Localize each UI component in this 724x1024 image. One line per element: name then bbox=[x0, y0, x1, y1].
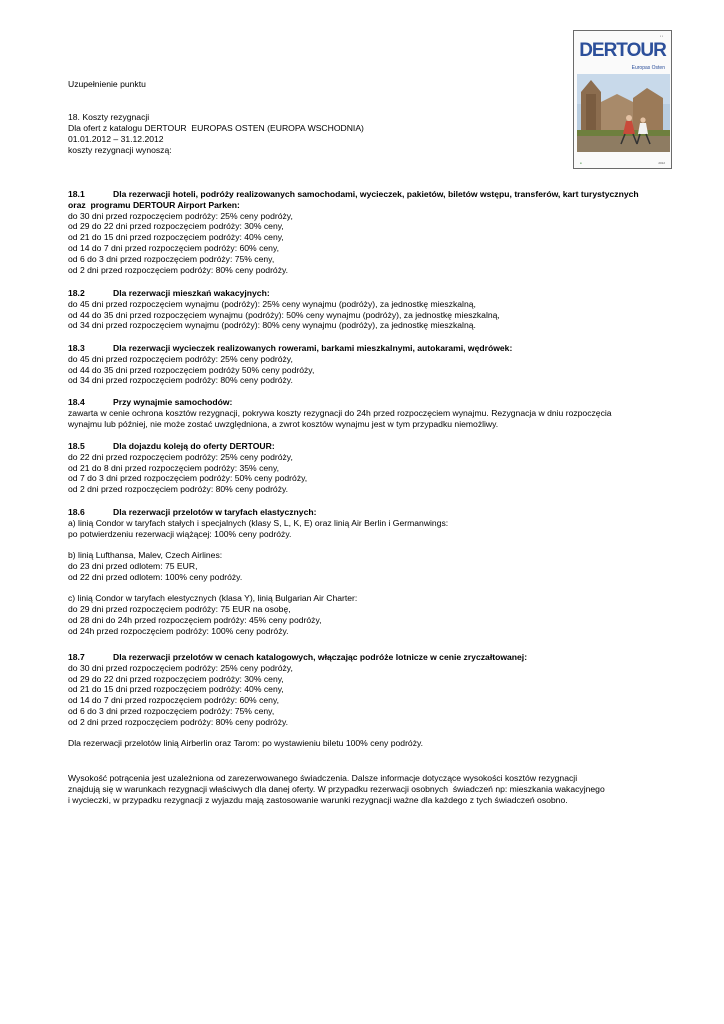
section-heading bbox=[68, 441, 307, 452]
section-line: c) linią Condor w taryfach elestycznych (klasa Y), linią Bulgarian Air Charter: bbox=[68, 593, 358, 604]
section-number: 18.7 bbox=[68, 652, 85, 662]
section-line: do 45 dni przed rozpoczęciem wynajmu (podróży): 25% ceny wynajmu (podróży), za jednostkę mieszkalną, bbox=[68, 298, 476, 309]
section-heading-text: Przy wynajmie samochodów: bbox=[113, 397, 233, 407]
section-number: 18.2 bbox=[68, 288, 85, 298]
section-line: b) linią Lufthansa, Malev, Czech Airlines: bbox=[68, 550, 223, 561]
section-line: od 44 do 35 dni przed rozpoczęciem wynajmu (podróży): 50% ceny wynajmu (podróży), za jednostkę mieszkalną, bbox=[68, 309, 500, 320]
section-line: od 22 dni przed odlotem: 100% ceny podróży. bbox=[68, 571, 243, 582]
footer-paragraph bbox=[68, 773, 605, 805]
header-title-2: Dla ofert z katalogu DERTOUR EUROPAS OSTEN (EUROPA WSCHODNIA) bbox=[68, 123, 364, 133]
section-heading-text: Dla dojazdu koleją do oferty DERTOUR: bbox=[113, 441, 275, 451]
section-line: a) linią Condor w taryfach stałych i specjalnych (klasy S, L, K, E) oraz linią Air Berlin i Germanwings: bbox=[68, 517, 449, 528]
section-heading-text: Dla rezerwacji przelotów w cenach katalogowych, włączając podróże lotnicze w cenie zryczałtowanej: bbox=[113, 652, 528, 662]
section-line: od 6 do 3 dni przed rozpoczęciem podróży: 75% ceny, bbox=[68, 705, 275, 716]
section-line: od 2 dni przed rozpoczęciem podróży: 80% ceny podróży. bbox=[68, 716, 289, 727]
cover-logo-mark: ● bbox=[580, 161, 582, 165]
footer-line: Wysokość potrącenia jest uzależniona od zarezerwowanego świadczenia. Dalsze informacje dotyczące wysokości kosztów rezygnacji bbox=[68, 773, 578, 783]
cover-brand-logo: DERTOUR bbox=[579, 40, 666, 61]
section-18-4 bbox=[68, 397, 612, 429]
header-title-1: 18. Koszty rezygnacji bbox=[68, 112, 150, 122]
section-line: od 44 do 35 dni przed rozpoczęciem podróży 50% ceny podróży, bbox=[68, 364, 315, 375]
section-18-2 bbox=[68, 288, 500, 331]
section-heading bbox=[68, 397, 612, 408]
header-subtitle: koszty rezygnacji wynoszą: bbox=[68, 145, 172, 155]
section-heading-text: Dla rezerwacji wycieczek realizowanych rowerami, barkami mieszkalnymi, autokarami, wędrówek: bbox=[113, 343, 513, 353]
section-line: od 24h przed rozpoczęciem podróży: 100% ceny podróży. bbox=[68, 625, 289, 636]
cover-topline: ▪ ▪ bbox=[660, 34, 663, 38]
header-title-3: 01.01.2012 – 31.12.2012 bbox=[68, 134, 164, 144]
intro-line: Uzupełnienie punktu bbox=[68, 79, 146, 89]
section-heading-text: Dla rezerwacji hoteli, podróży realizowanych samochodami, wycieczek, pakietów, biletów wstępu, transferów, kart turystycznych bbox=[113, 189, 639, 199]
section-line: od 34 dni przed rozpoczęciem podróży: 80% ceny podróży. bbox=[68, 375, 293, 386]
section-heading bbox=[68, 507, 448, 518]
section-line: po potwierdzeniu rezerwacji wiążącej: 100% ceny podróży. bbox=[68, 528, 292, 539]
section-heading bbox=[68, 189, 639, 200]
cover-photo bbox=[577, 74, 670, 152]
section-line: od 29 do 22 dni przed rozpoczęciem podróży: 30% ceny, bbox=[68, 673, 284, 684]
section-line: wynajmu lub później, nie może zostać uwzględniona, a zwrot kosztów wynajmu jest w tym przypadku niemożliwy. bbox=[68, 418, 499, 429]
section-heading bbox=[68, 288, 500, 299]
section-line: od 7 do 3 dni przed rozpoczęciem podróży: 50% ceny podróży, bbox=[68, 473, 308, 484]
section-number: 18.6 bbox=[68, 507, 85, 517]
section-line: od 2 dni przed rozpoczęciem podróży: 80% ceny podróży. bbox=[68, 264, 289, 275]
section-number: 18.1 bbox=[68, 189, 85, 199]
section-number: 18.4 bbox=[68, 397, 85, 407]
section-line: od 28 dni do 24h przed rozpoczęciem podróży: 45% ceny podróży, bbox=[68, 614, 322, 625]
section-line: do 23 dni przed odlotem: 75 EUR, bbox=[68, 560, 198, 571]
section-heading-text: Dla rezerwacji mieszkań wakacyjnych: bbox=[113, 288, 270, 298]
section-line bbox=[68, 728, 527, 739]
cover-subtitle: Europas Osten bbox=[631, 65, 665, 71]
section-line: do 29 dni przed rozpoczęciem podróży: 75 EUR na osobę, bbox=[68, 604, 291, 615]
section-line: od 2 dni przed rozpoczęciem podróży: 80% ceny podróży. bbox=[68, 484, 289, 495]
section-line: zawarta w cenie ochrona kosztów rezygnacji, pokrywa koszty rezygnacji do 24h przed rozpoczęciem wynajmu. Rezygnacja w dniu rozpoczęcia bbox=[68, 407, 612, 418]
cover-footer bbox=[580, 161, 665, 165]
section-line bbox=[68, 583, 448, 594]
section-heading bbox=[68, 343, 512, 354]
section-line: od 21 do 15 dni przed rozpoczęciem podróży: 40% ceny, bbox=[68, 232, 284, 243]
section-line: do 30 dni przed rozpoczęciem podróży: 25% ceny podróży, bbox=[68, 662, 293, 673]
section-heading bbox=[68, 652, 527, 663]
section-18-3 bbox=[68, 343, 512, 386]
section-18-1 bbox=[68, 189, 639, 275]
section-heading-cont: oraz programu DERTOUR Airport Parken: bbox=[68, 199, 240, 210]
section-18-7 bbox=[68, 652, 527, 749]
section-line: od 29 do 22 dni przed rozpoczęciem podróży: 30% ceny, bbox=[68, 221, 284, 232]
section-line: od 14 do 7 dni przed rozpoczęciem podróży: 60% ceny, bbox=[68, 242, 279, 253]
section-line: od 14 do 7 dni przed rozpoczęciem podróży: 60% ceny, bbox=[68, 695, 279, 706]
section-18-5 bbox=[68, 441, 307, 495]
section-number: 18.5 bbox=[68, 441, 85, 451]
footer-line: i wycieczki, w przypadku rezygnacji z wyjazdu mają zastosowanie warunki rezygnacji ważne dla każdego z tych świadczeń osobno. bbox=[68, 794, 568, 805]
section-line bbox=[68, 539, 448, 550]
section-line: do 45 dni przed rozpoczęciem podróży: 25% ceny podróży, bbox=[68, 353, 293, 364]
section-line: od 6 do 3 dni przed rozpoczęciem podróży: 75% ceny, bbox=[68, 253, 275, 264]
section-number: 18.3 bbox=[68, 343, 85, 353]
section-line: od 34 dni przed rozpoczęciem wynajmu (podróży): 80% ceny wynajmu (podróży), za jednostkę mieszkalną. bbox=[68, 320, 476, 331]
section-line: od 21 do 8 dni przed rozpoczęciem podróży: 35% ceny, bbox=[68, 462, 279, 473]
footer-line: znajdują się w warunkach rezygnacji właściwych dla danej oferty. W przypadku rezerwacji osobnych świadczeń np: mieszkania wakacyjnego bbox=[68, 783, 605, 794]
catalog-cover-image bbox=[573, 30, 672, 169]
section-heading-text: Dla rezerwacji przelotów w taryfach elastycznych: bbox=[113, 507, 317, 517]
cover-year: 2012 bbox=[658, 161, 665, 165]
section-18-6 bbox=[68, 507, 448, 637]
section-line: do 22 dni przed rozpoczęciem podróży: 25% ceny podróży, bbox=[68, 451, 293, 462]
section-line: do 30 dni przed rozpoczęciem podróży: 25% ceny podróży, bbox=[68, 210, 293, 221]
section-line: od 21 do 15 dni przed rozpoczęciem podróży: 40% ceny, bbox=[68, 684, 284, 695]
section-line: Dla rezerwacji przelotów linią Airberlin oraz Tarom: po wystawieniu biletu 100% ceny podróży. bbox=[68, 738, 424, 749]
